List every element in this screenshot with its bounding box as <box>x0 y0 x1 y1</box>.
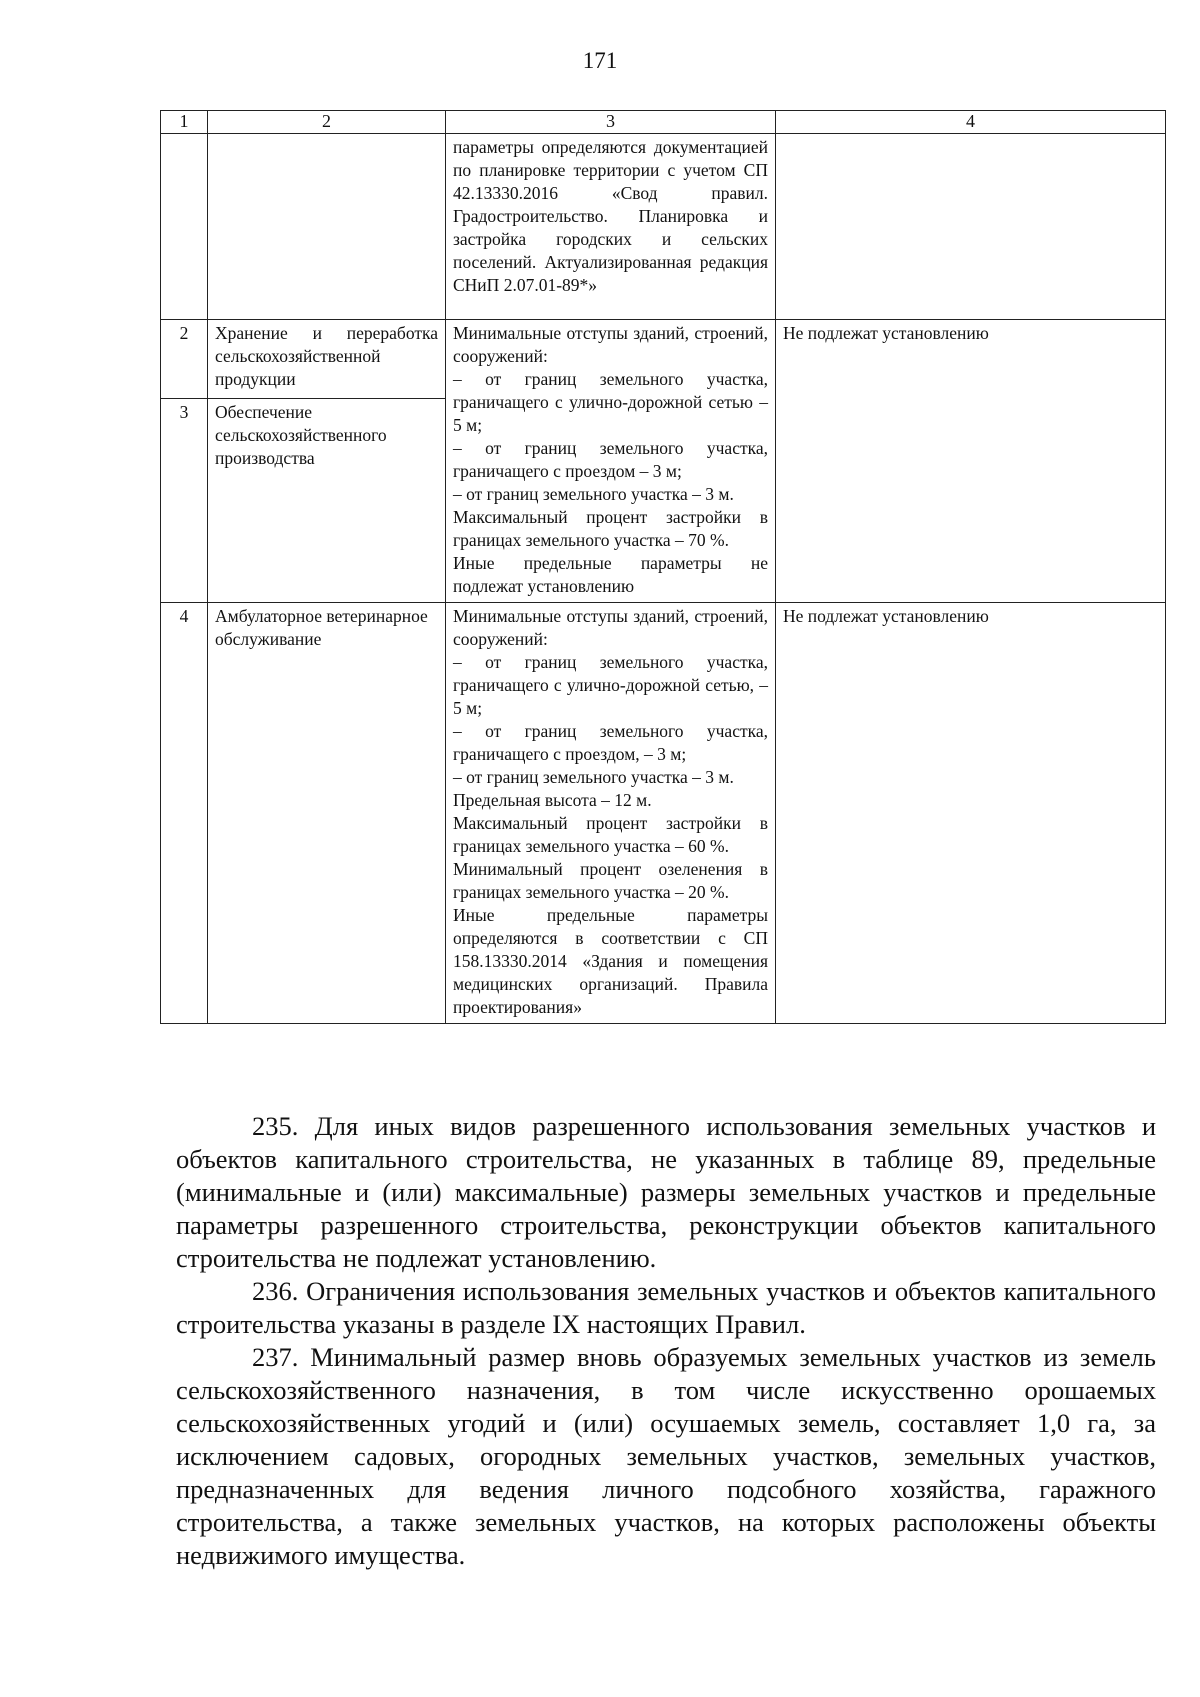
cell-empty <box>776 134 1166 320</box>
table-row <box>161 320 1166 399</box>
cell-col4: Не подлежат установлению <box>776 603 1166 1024</box>
header-col-4: 4 <box>776 111 1166 134</box>
use-type-name: Хранение и переработка сельскохозяйственной продукции <box>208 320 446 399</box>
regulations-table <box>160 110 1166 1024</box>
table-row <box>161 134 1166 320</box>
header-col-1: 1 <box>161 111 208 134</box>
row-number: 3 <box>161 399 208 603</box>
paragraph-237: 237. Минимальный размер вновь образуемых земельных участков из земель сельскохозяйственного назначения, в том числе искусственно орошаемых сельскохозяйственных угодий и (или) осушаемых земель, составляет 1,0 га, за исключением садовых, огородных земельных участков, земельных участков, предназначенных для ведения личного подсобного хозяйства, гаражного строительства, а также земельных участков, на которых расположены объекты недвижимого имущества. <box>176 1342 1156 1570</box>
page-number: 171 <box>582 48 618 73</box>
table-header-row <box>161 111 1166 134</box>
row-number: 2 <box>161 320 208 399</box>
cell-params: Минимальные отступы зданий, строений, сооружений: – от границ земельного участка, граничащего с улично-дорожной сетью, – 5 м; – от границ земельного участка, граничащего с проездом, – 3 м; – от границ земельного участка – 3 м. Предельная высота – 12 м. Максимальный процент застройки в границах земельного участка – 60 %. Минимальный процент озеленения в границах земельного участка – 20 %. Иные предельные параметры определяются в соответствии с СП 158.13330.2014 «Здания и помещения медицинских организаций. Правила проектирования» <box>446 603 776 1024</box>
cell-params-continued: параметры определяются документацией по планировке территории с учетом СП 42.13330.2016 «Свод правил. Градостроительство. Планировка и застройка городских и сельских поселений. Актуализированная редакция СНиП 2.07.01-89*» <box>446 134 776 320</box>
table-row <box>161 603 1166 1024</box>
header-col-2: 2 <box>208 111 446 134</box>
cell-params: Минимальные отступы зданий, строений, сооружений: – от границ земельного участка, граничащего с улично-дорожной сетью – 5 м; – от границ земельного участка, граничащего с проездом – 3 м; – от границ земельного участка – 3 м. Максимальный процент застройки в границах земельного участка – 70 %. Иные предельные параметры не подлежат установлению <box>446 320 776 603</box>
paragraph-236: 236. Ограничения использования земельных участков и объектов капитального строительства указаны в разделе IX настоящих Правил. <box>176 1276 1156 1339</box>
use-type-name: Амбулаторное ветеринарное обслуживание <box>208 603 446 1024</box>
paragraph-235: 235. Для иных видов разрешенного использования земельных участков и объектов капитального строительства, не указанных в таблице 89, предельные (минимальные и (или) максимальные) размеры земельных участков и предельные параметры разрешенного строительства, реконструкции объектов капитального строительства не подлежат установлению. <box>176 1111 1156 1273</box>
body-text <box>176 1110 1156 1572</box>
row-number: 4 <box>161 603 208 1024</box>
use-type-name: Обеспечение сельскохозяйственного производства <box>208 399 446 603</box>
cell-col4: Не подлежат установлению <box>776 320 1166 603</box>
header-col-3: 3 <box>446 111 776 134</box>
cell-empty <box>208 134 446 320</box>
cell-empty <box>161 134 208 320</box>
